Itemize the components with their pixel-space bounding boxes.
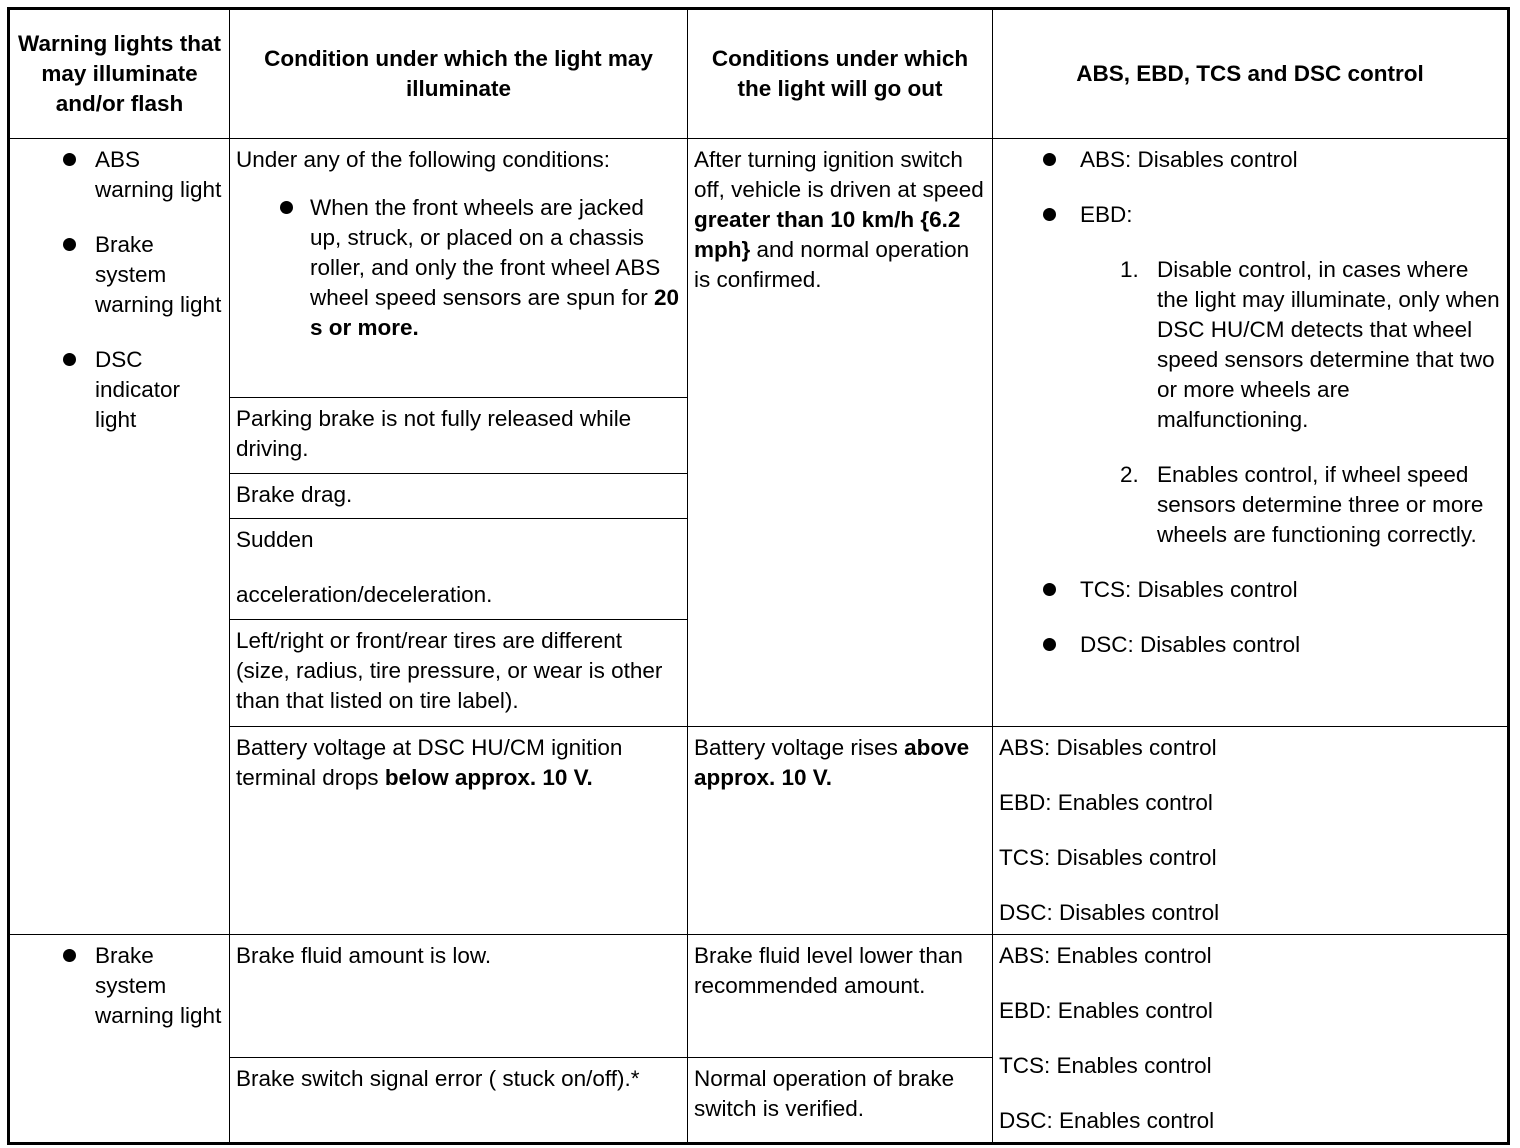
list-item — [63, 345, 223, 435]
battery-cond-bold: below approx. 10 V. — [384, 765, 593, 790]
condition-sudden — [230, 519, 688, 620]
light-brake-system: Brake system warning light — [95, 232, 222, 317]
condition-jacked-up-text: When the front wheels are jacked up, struck, or placed on a chassis roller, and only the front wheel ABS wheel speed sensors are spun for — [310, 195, 661, 310]
bullet-icon — [63, 949, 76, 962]
bullet-icon — [63, 238, 76, 251]
light-brake-system-2: Brake system warning light — [95, 943, 222, 1028]
list-item — [1120, 255, 1501, 435]
condition-battery — [230, 727, 688, 935]
go-out-bold: greater than 10 km/h {6.2 mph} — [694, 207, 961, 262]
bullet-icon — [63, 353, 76, 366]
list-item — [1043, 145, 1501, 175]
battery-control-dsc: DSC: Disables control — [999, 900, 1220, 925]
go-out-cell-group1 — [688, 139, 993, 727]
control-abs: ABS: Disables control — [1080, 147, 1298, 172]
condition-brake-switch: Brake switch signal error ( stuck on/off).* — [230, 1058, 688, 1144]
list-item — [1120, 460, 1501, 550]
battery-cond-text: Battery voltage at DSC HU/CM ignition terminal drops — [236, 735, 623, 790]
bullet-icon — [63, 153, 76, 166]
group2-control-ebd: EBD: Enables control — [999, 998, 1213, 1023]
table-row — [9, 139, 1509, 398]
condition-brake-drag: Brake drag. — [230, 474, 688, 519]
table-row — [9, 727, 1509, 935]
bullet-icon — [280, 201, 293, 214]
control-ebd: EBD: — [1080, 202, 1133, 227]
list-item — [1043, 200, 1501, 550]
bullet-icon — [1043, 638, 1056, 651]
bullet-icon — [1043, 153, 1056, 166]
control-tcs: TCS: Disables control — [1080, 577, 1298, 602]
list-item — [1043, 575, 1501, 605]
go-out-text: After turning ignition switch off, vehicle is driven at speed — [694, 147, 984, 202]
header-condition-illuminate: Condition under which the light may illuminate — [230, 9, 688, 139]
list-item — [63, 145, 223, 205]
control-cell-group2 — [993, 935, 1509, 1144]
control-ebd-item-2: Enables control, if wheel speed sensors determine three or more wheels are functioning correctly. — [1157, 462, 1484, 547]
condition-jacked-up-bold: 20 s or more. — [310, 285, 679, 340]
go-out-text2: and normal operation is confirmed. — [694, 237, 970, 292]
light-dsc-indicator: DSC indicator light — [95, 347, 181, 432]
lights-cell-group2 — [9, 935, 230, 1144]
list-item — [1043, 630, 1501, 660]
lights-cell-group1 — [9, 139, 230, 935]
condition-intro: Under any of the following conditions: — [236, 147, 610, 172]
header-warning-lights: Warning lights that may illuminate and/or flash — [9, 9, 230, 139]
header-row — [9, 9, 1509, 139]
control-battery — [993, 727, 1509, 935]
condition-sudden-line2: acceleration/deceleration. — [236, 582, 493, 607]
battery-go-out-bold: above approx. 10 V. — [694, 735, 970, 790]
list-item — [63, 230, 223, 320]
group2-control-dsc: DSC: Enables control — [999, 1108, 1215, 1133]
list-item — [63, 941, 223, 1031]
condition-parking-brake: Parking brake is not fully released while driving. — [230, 398, 688, 474]
light-abs-warning: ABS warning light — [95, 147, 222, 202]
header-condition-go-out: Conditions under which the light will go out — [688, 9, 993, 139]
header-control: ABS, EBD, TCS and DSC control — [993, 9, 1509, 139]
bullet-icon — [1043, 583, 1056, 596]
condition-tires: Left/right or front/rear tires are different (size, radius, tire pressure, or wear is other than that listed on tire label). — [230, 620, 688, 727]
list-item — [280, 193, 681, 343]
battery-control-tcs: TCS: Disables control — [999, 845, 1217, 870]
battery-go-out-text: Battery voltage rises — [694, 735, 905, 760]
go-out-fluid: Brake fluid level lower than recommended amount. — [688, 935, 993, 1058]
table-row — [9, 935, 1509, 1058]
condition-fluid-low: Brake fluid amount is low. — [230, 935, 688, 1058]
condition-sudden-line1: Sudden — [236, 527, 314, 552]
number-label: 1. — [1120, 257, 1139, 282]
battery-control-ebd: EBD: Enables control — [999, 790, 1213, 815]
group2-control-abs: ABS: Enables control — [999, 943, 1212, 968]
battery-control-abs: ABS: Disables control — [999, 735, 1217, 760]
go-out-brake-switch: Normal operation of brake switch is verified. — [688, 1058, 993, 1144]
group2-control-tcs: TCS: Enables control — [999, 1053, 1212, 1078]
control-ebd-item-1: Disable control, in cases where the light may illuminate, only when DSC HU/CM detects that wheel speed sensors determine that two or more wheels are malfunctioning. — [1157, 257, 1500, 432]
warning-lights-table — [7, 7, 1510, 1145]
control-cell-group1 — [993, 139, 1509, 727]
control-dsc: DSC: Disables control — [1080, 632, 1301, 657]
bullet-icon — [1043, 208, 1056, 221]
condition-jacked-up — [230, 139, 688, 398]
number-label: 2. — [1120, 462, 1139, 487]
go-out-battery — [688, 727, 993, 935]
